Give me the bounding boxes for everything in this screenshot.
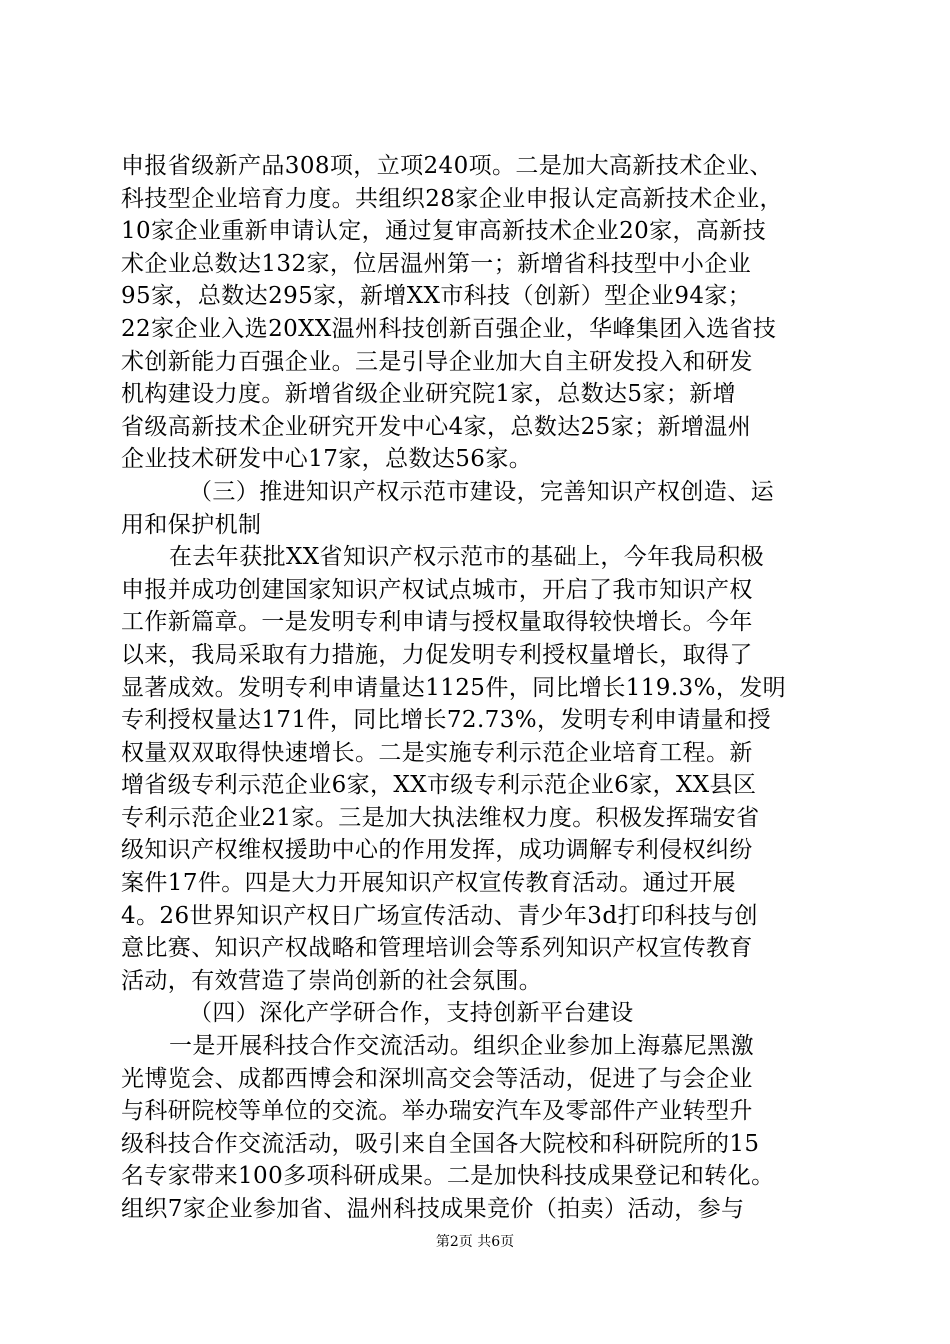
paragraph-start: 在去年获批XX省知识产权示范市的基础上，今年我局积极 (169, 544, 765, 571)
text-line: 名专家带来100多项科研成果。二是加快科技成果登记和转化。 (121, 1163, 775, 1190)
text-line: 工作新篇章。一是发明专利申请与授权量取得较快增长。今年 (121, 609, 753, 636)
text-line: 4。26世界知识产权日广场宣传活动、青少年3d打印科技与创 (121, 902, 758, 929)
text-line: 省级高新技术企业研究开发中心4家，总数达25家；新增温州 (121, 413, 752, 440)
text-line: 22家企业入选20XX温州科技创新百强企业，华峰集团入选省技 (121, 315, 777, 342)
text-line: 申报省级新产品308项，立项240项。二是加大高新技术企业、 (121, 153, 773, 179)
text-line: 增省级专利示范企业6家，XX市级专利示范企业6家，XX县区 (121, 772, 757, 799)
text-line: 95家，总数达295家，新增XX市科技（创新）型企业94家； (121, 283, 752, 310)
text-line: 权量双双取得快速增长。二是实施专利示范企业培育工程。新 (121, 739, 753, 766)
text-line: 专利授权量达171件，同比增长72.73%，发明专利申请量和授 (121, 707, 771, 734)
text-line: 光博览会、成都西博会和深圳高交会等活动，促进了与会企业 (121, 1065, 753, 1092)
text-line: 10家企业重新申请认定，通过复审高新技术企业20家，高新技 (121, 218, 767, 245)
text-line: 意比赛、知识产权战略和管理培训会等系列知识产权宣传教育 (121, 935, 753, 962)
text-line: 组织7家企业参加省、温州科技成果竞价（拍卖）活动，参与 (121, 1196, 745, 1222)
paragraph-start: 一是开展科技合作交流活动。组织企业参加上海慕尼黑激 (169, 1033, 754, 1060)
text-line: 级知识产权维权援助中心的作用发挥，成功调解专利侵权纠纷 (121, 837, 753, 864)
page-footer (0, 1232, 950, 1252)
text-line: 科技型企业培育力度。共组织28家企业申报认定高新技术企业， (121, 185, 783, 212)
text-line: 活动，有效营造了崇尚创新的社会氛围。 (121, 967, 543, 994)
body-text (121, 150, 833, 1226)
text-line: 企业技术研发中心17家，总数达56家。 (121, 446, 533, 473)
page-number: 第2页 共6页 (435, 1234, 515, 1250)
section-heading-4: （四）深化产学研合作，支持创新平台建设 (189, 1000, 634, 1027)
text-line: 级科技合作交流活动，吸引来自全国各大院校和科研院所的15 (121, 1130, 760, 1157)
text-line: 术企业总数达132家，位居温州第一；新增省科技型中小企业 (121, 250, 752, 277)
text-line: 与科研院校等单位的交流。举办瑞安汽车及零部件产业转型升 (121, 1098, 753, 1125)
text-line: 专利示范企业21家。三是加大执法维权力度。积极发挥瑞安省 (121, 804, 760, 831)
text-line: 显著成效。发明专利申请量达1125件，同比增长119.3%，发明 (121, 674, 787, 701)
text-line: 案件17件。四是大力开展知识产权宣传教育活动。通过开展 (121, 870, 737, 897)
text-line: 机构建设力度。新增省级企业研究院1家，总数达5家；新增 (121, 381, 737, 408)
text-line: 以来，我局采取有力措施，力促发明专利授权量增长，取得了 (121, 641, 753, 668)
section-heading-3: （三）推进知识产权示范市建设，完善知识产权创造、运 (189, 478, 774, 505)
section-heading-3-cont: 用和保护机制 (121, 511, 262, 538)
text-line: 术创新能力百强企业。三是引导企业加大自主研发投入和研发 (121, 348, 753, 375)
text-line: 申报并成功创建国家知识产权试点城市，开启了我市知识产权 (121, 576, 753, 603)
